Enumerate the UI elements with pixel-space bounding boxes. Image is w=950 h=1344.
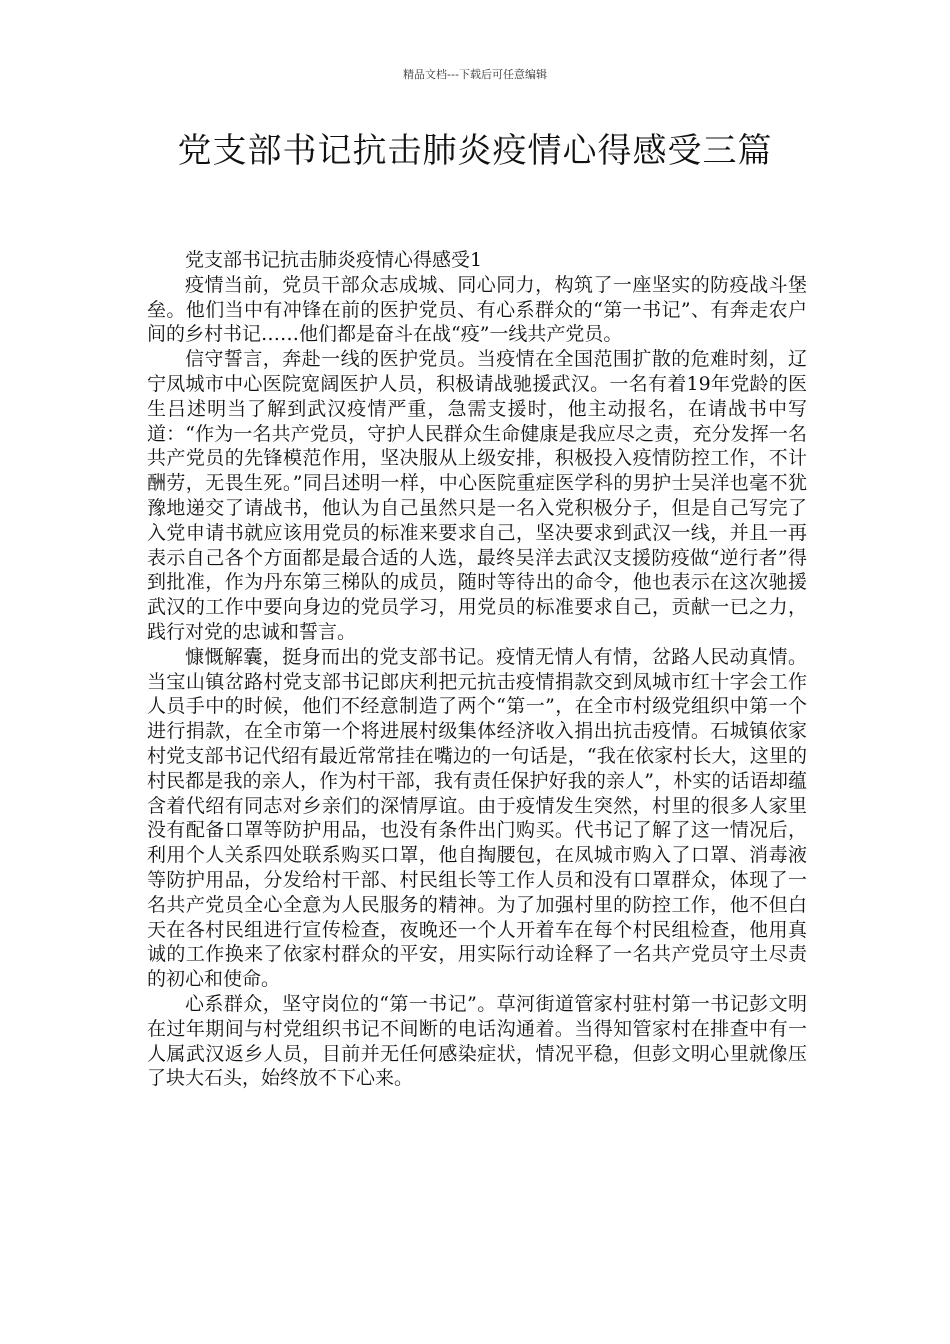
paragraph: 信守誓言，奔赴一线的医护党员。当疫情在全国范围扩散的危难时刻，辽宁凤城市中心医院宽阔医护人员，积极请战驰援武汉。一名有着19年党龄的医生吕述明当了解到武汉疫情严重，急需支援时，他主动报名，在请战书中写道：“作为一名共产党员，守护人民群众生命健康是我应尽之责，充分发挥一名共产党员的先锋模范作用，坚决服从上级安排，积极投入疫情防控工作，不计酬劳，无畏生死。”同吕述明一样，中心医院重症医学科的男护士吴洋也毫不犹豫地递交了请战书，他认为自己虽然只是一名入党积极分子，但是自己写完了入党申请书就应该用党员的标准来要求自己，坚决要求到武汉一线，并且一再表示自己各个方面都是最合适的人选，最终吴洋去武汉支援防疫做“逆行者”得到批准，作为丹东第三梯队的成员，随时等待出的命令，他也表示在这次驰援武汉的工作中要向身边的党员学习，用党员的标准要求自己，贡献一已之力，践行对党的忠诚和誓言。 xyxy=(147,348,807,643)
document-title: 党支部书记抗击肺炎疫情心得感受三篇 xyxy=(177,131,773,171)
paragraph: 心系群众，坚守岗位的“第一书记”。草河街道管家村驻村第一书记彭文明在过年期间与村党组织书记不间断的电话沟通着。当得知管家村在排查中有一人属武汉返乡人员，目前并无任何感染症状，情况平稳，但彭文明心里就像压了块大石头，始终放不下心来。 xyxy=(147,992,807,1090)
paragraph: 慷慨解囊，挺身而出的党支部书记。疫情无情人有情，岔路人民动真情。当宝山镇岔路村党支部书记郎庆利把元抗击疫情捐款交到凤城市红十字会工作人员手中的时候，他们不经意制造了两个“第一”，在全市村级党组织中第一个进行捐款，在全市第一个将进展村级集体经济收入捐出抗击疫情。石城镇依家村党支部书记代绍有最近常常挂在嘴边的一句话是，“我在依家村长大，这里的村民都是我的亲人，作为村干部，我有责任保护好我的亲人”，朴实的话语却蕴含着代绍有同志对乡亲们的深情厚谊。由于疫情发生突然，村里的很多人家里没有配备口罩等防护用品，也没有条件出门购买。代书记了解了这一情况后，利用个人关系四处联系购买口罩，他自掏腰包，在凤城市购入了口罩、消毒液等防护用品，分发给村干部、村民组长等工作人员和没有口罩群众，体现了一名共产党员全心全意为人民服务的精神。为了加强村里的防控工作，他不但白天在各村民组进行宣传检查，夜晚还一个人开着车在每个村民组检查，他用真诚的工作换来了依家村群众的平安，用实际行动诠释了一名共产党员守土尽责的初心和使命。 xyxy=(147,645,807,991)
document-body xyxy=(147,248,807,1091)
paragraph: 疫情当前，党员干部众志成城、同心同力，构筑了一座坚实的防疫战斗堡垒。他们当中有冲锋在前的医护党员、有心系群众的“第一书记”、有奔走农户间的乡村书记……他们都是奋斗在战“疫”一线共产党员。 xyxy=(147,273,807,346)
header-note: 精品文档---下载后可任意编辑 xyxy=(403,68,547,81)
section-heading: 党支部书记抗击肺炎疫情心得感受1 xyxy=(185,249,483,271)
